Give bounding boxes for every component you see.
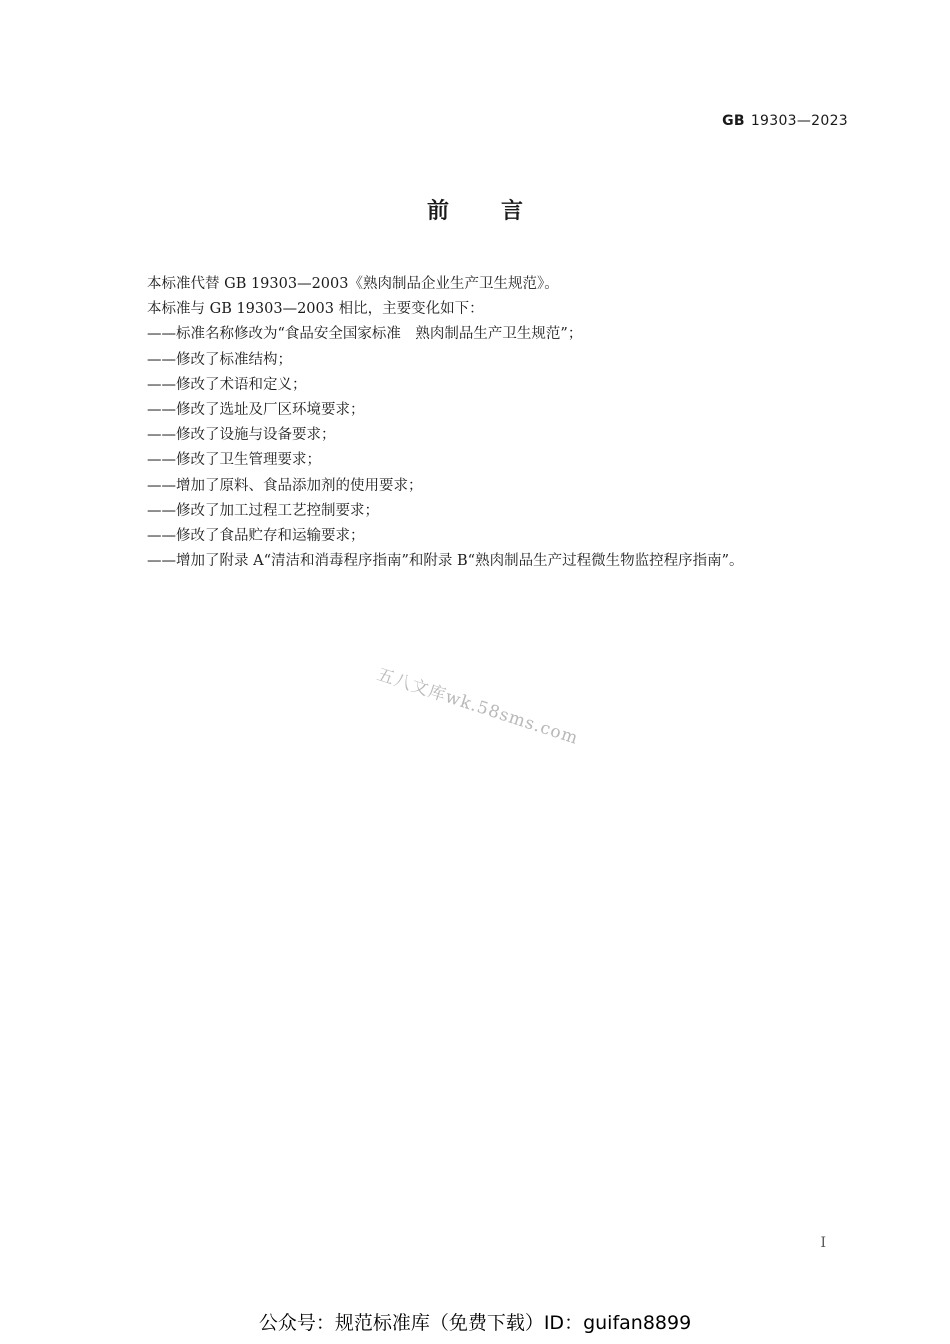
change-item: ——修改了设施与设备要求； — [147, 427, 336, 444]
change-item: ——增加了附录 A“清洁和消毒程序指南”和附录 B“熟肉制品生产过程微生物监控程序指南”。 — [147, 553, 744, 570]
change-item: ——修改了加工过程工艺控制要求； — [147, 502, 379, 519]
change-item: ——修改了选址及厂区环境要求； — [147, 402, 365, 419]
change-item: ——修改了标准结构； — [147, 351, 292, 368]
change-item: ——修改了卫生管理要求； — [147, 452, 321, 469]
standard-prefix: GB — [722, 113, 745, 129]
page-number: I — [820, 1235, 826, 1251]
change-item: ——修改了食品贮存和运输要求； — [147, 528, 365, 545]
footer-note: 公众号：规范标准库（免费下载）ID：guifan8899 — [258, 1312, 692, 1334]
change-item: ——标准名称修改为“食品安全国家标准 熟肉制品生产卫生规范”； — [147, 326, 583, 343]
watermark: 五八文库wk.58sms.com — [374, 664, 581, 749]
page-title: 前言 — [426, 199, 575, 224]
foreword-body — [147, 272, 847, 574]
change-item: ——增加了原料、食品添加剂的使用要求； — [147, 477, 423, 494]
standard-number: 19303—2023 — [750, 113, 848, 129]
change-item: ——修改了术语和定义； — [147, 376, 307, 393]
standard-code — [722, 113, 848, 129]
paragraph: 本标准与 GB 19303—2003 相比，主要变化如下： — [147, 301, 484, 318]
paragraph: 本标准代替 GB 19303—2003《熟肉制品企业生产卫生规范》。 — [147, 276, 559, 292]
